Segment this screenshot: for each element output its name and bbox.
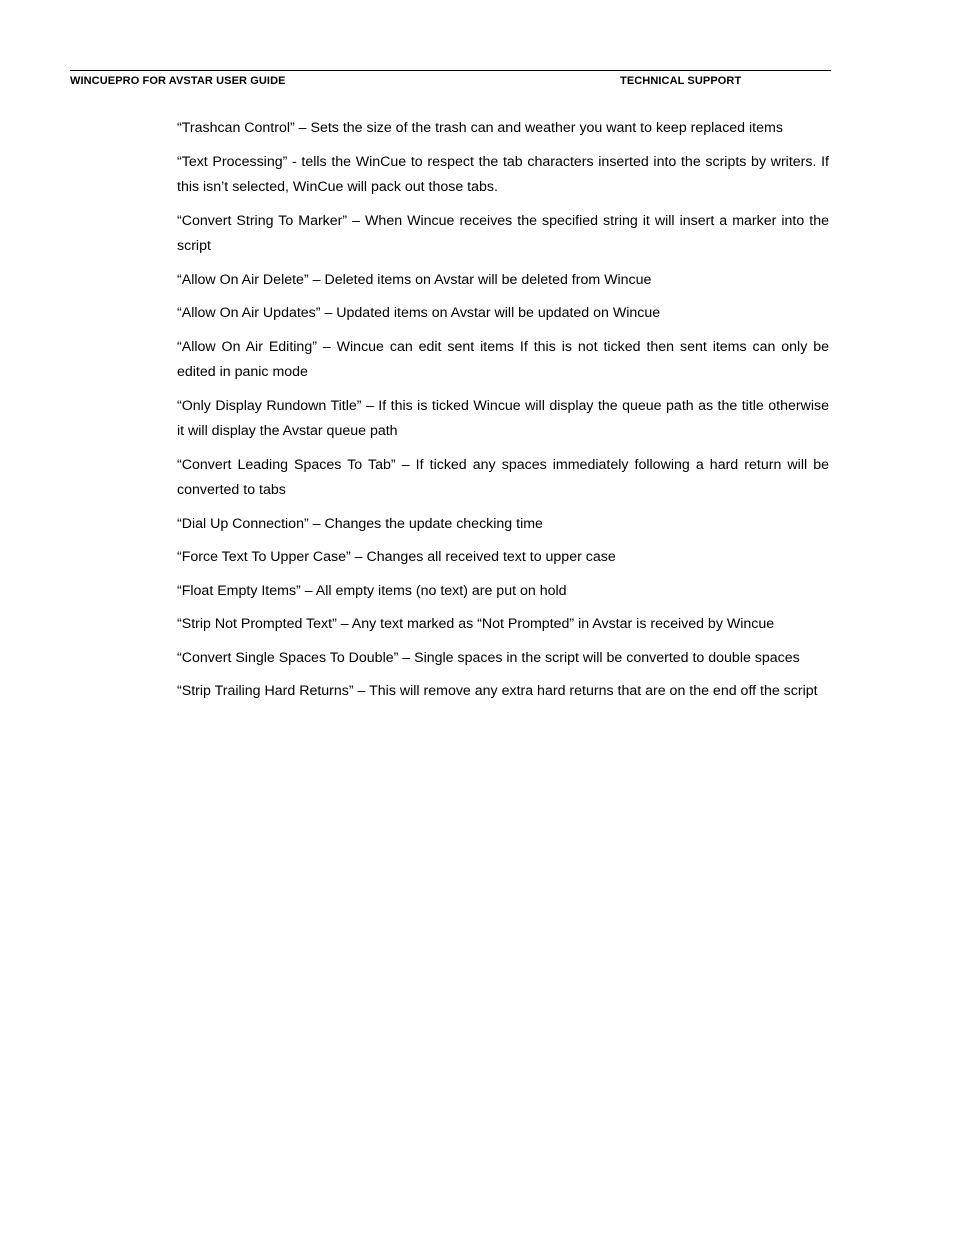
paragraph-dial-up-connection: “Dial Up Connection” – Changes the update checking time bbox=[177, 515, 543, 532]
paragraph-strip-trailing-returns: “Strip Trailing Hard Returns” – This will remove any extra hard returns that are on the end off the script bbox=[177, 683, 818, 699]
paragraph-only-display-rundown-title: “Only Display Rundown Title” – If this is ticked Wincue will display the queue path as the title otherwise it will display the Avstar queue path bbox=[177, 397, 829, 439]
paragraph-trashcan-control: “Trashcan Control” – Sets the size of the trash can and weather you want to keep replaced items bbox=[177, 120, 783, 136]
paragraph-text-processing: “Text Processing” - tells the WinCue to respect the tab characters inserted into the scripts by writers. If this isn’t selected, WinCue will pack out those tabs. bbox=[177, 153, 829, 195]
paragraph-convert-string-to-marker: “Convert String To Marker” – When Wincue receives the specified string it will insert a marker into the script bbox=[177, 212, 829, 254]
document-body bbox=[177, 116, 829, 713]
paragraph-float-empty-items: “Float Empty Items” – All empty items (no text) are put on hold bbox=[177, 582, 567, 599]
header-document-title: WINCUEPRO FOR AVSTAR USER GUIDE bbox=[70, 75, 286, 87]
paragraph-allow-on-air-delete: “Allow On Air Delete” – Deleted items on Avstar will be deleted from Wincue bbox=[177, 271, 652, 288]
paragraph-allow-on-air-updates: “Allow On Air Updates” – Updated items on Avstar will be updated on Wincue bbox=[177, 305, 661, 321]
page-header bbox=[70, 70, 831, 91]
paragraph-convert-single-spaces: “Convert Single Spaces To Double” – Single spaces in the script will be converted to double spaces bbox=[177, 649, 800, 666]
paragraph-force-upper-case: “Force Text To Upper Case” – Changes all received text to upper case bbox=[177, 549, 616, 565]
paragraph-strip-not-prompted: “Strip Not Prompted Text” – Any text marked as “Not Prompted” in Avstar is received by Wincue bbox=[177, 616, 775, 632]
paragraph-allow-on-air-editing: “Allow On Air Editing” – Wincue can edit sent items If this is not ticked then sent items can only be edited in panic mode bbox=[177, 338, 829, 380]
header-section-title: TECHNICAL SUPPORT bbox=[620, 75, 742, 87]
paragraph-convert-leading-spaces: “Convert Leading Spaces To Tab” – If ticked any spaces immediately following a hard return will be converted to tabs bbox=[177, 456, 829, 498]
